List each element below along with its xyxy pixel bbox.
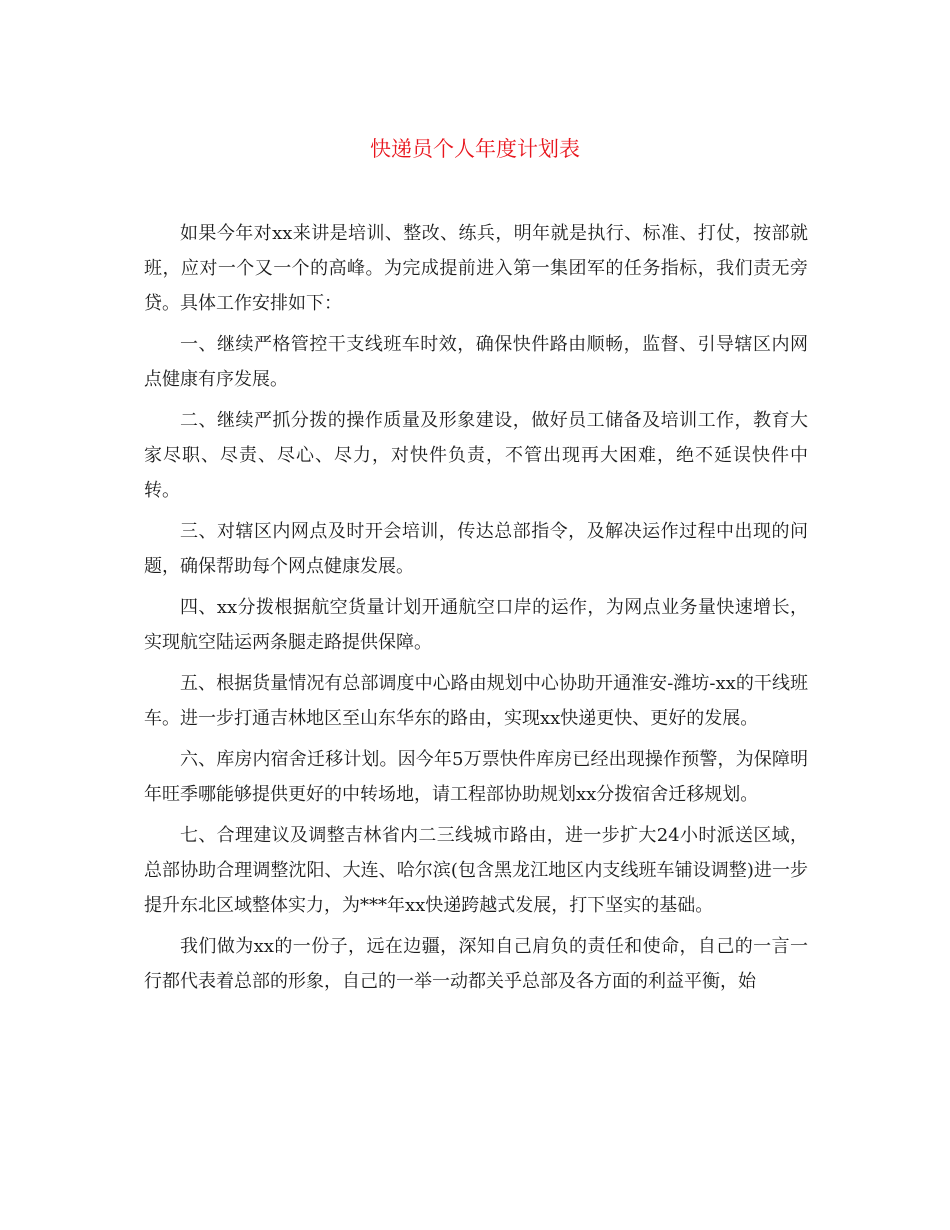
paragraph-item-4: 四、xx分拨根据航空货量计划开通航空口岸的运作，为网点业务量快速增长，实现航空陆运两条腿走路提供保障。 bbox=[144, 597, 808, 653]
paragraph-item-7: 七、合理建议及调整吉林省内二三线城市路由，进一步扩大24小时派送区域，总部协助合理调整沈阳、大连、哈尔滨(包含黑龙江地区内支线班车铺设调整)进一步提升东北区域整体实力，为***年xx快递跨越式发展，打下坚实的基础。 bbox=[144, 825, 808, 916]
paragraph-item-6: 六、库房内宿舍迁移计划。因今年5万票快件库房已经出现操作预警，为保障明年旺季哪能够提供更好的中转场地，请工程部协助规划xx分拨宿舍迁移规划。 bbox=[144, 749, 808, 805]
paragraph-item-2: 二、继续严抓分拨的操作质量及形象建设，做好员工储备及培训工作，教育大家尽职、尽责、尽心、尽力，对快件负责，不管出现再大困难，绝不延误快件中转。 bbox=[144, 410, 808, 501]
closing-paragraph: 我们做为xx的一份子，远在边疆，深知自己肩负的责任和使命，自己的一言一行都代表着总部的形象，自己的一举一动都关乎总部及各方面的利益平衡，始 bbox=[144, 936, 808, 992]
document-body bbox=[144, 216, 808, 1005]
paragraph-item-3: 三、对辖区内网点及时开会培训，传达总部指令，及解决运作过程中出现的问题，确保帮助每个网点健康发展。 bbox=[144, 521, 808, 577]
paragraph-item-5: 五、根据货量情况有总部调度中心路由规划中心协助开通淮安-潍坊-xx的干线班车。进一步打通吉林地区至山东华东的路由，实现xx快递更快、更好的发展。 bbox=[144, 673, 808, 729]
intro-paragraph: 如果今年对xx来讲是培训、整改、练兵，明年就是执行、标准、打仗，按部就班，应对一个又一个的高峰。为完成提前进入第一集团军的任务指标，我们责无旁贷。具体工作安排如下： bbox=[144, 223, 808, 314]
page-title: 快递员个人年度计划表 bbox=[370, 137, 580, 161]
paragraph-item-1: 一、继续严格管控干支线班车时效，确保快件路由顺畅，监督、引导辖区内网点健康有序发展。 bbox=[144, 334, 808, 390]
